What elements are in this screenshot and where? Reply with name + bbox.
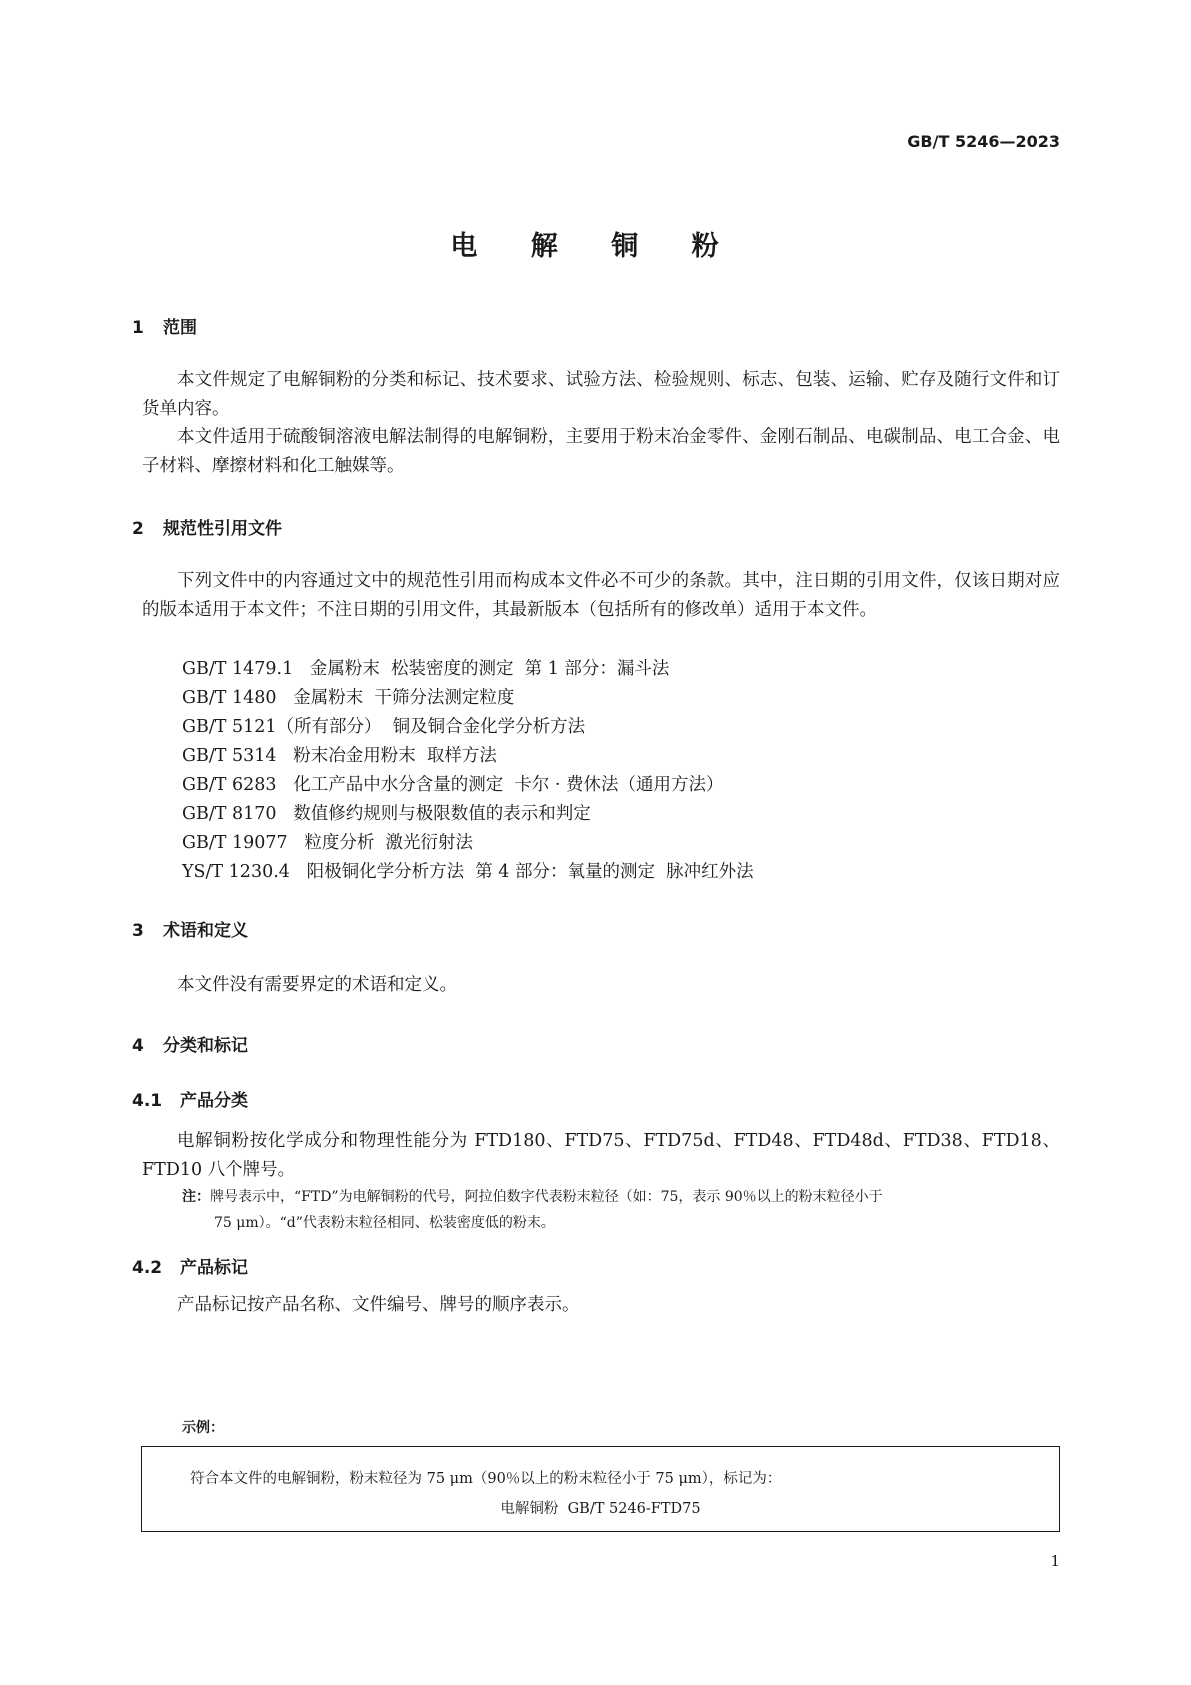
paragraph: 本文件规定了电解铜粉的分类和标记、技术要求、试验方法、检验规则、标志、包装、运输、贮存及随行文件和订货单内容。 [142, 370, 1060, 419]
paragraph: 电解铜粉按化学成分和物理性能分为 FTD180、FTD75、FTD75d、FTD48、FTD48d、FTD38、FTD18、FTD10 八个牌号。 [142, 1131, 1060, 1180]
reference-item: GB/T 8170 数值修约规则与极限数值的表示和判定 [182, 804, 591, 824]
section-4-heading [132, 1031, 248, 1056]
reference-item: GB/T 19077 粒度分析 激光衍射法 [182, 833, 473, 853]
section-title: 规范性引用文件 [163, 519, 282, 539]
example-label: 示例： [182, 1420, 224, 1436]
reference-item: GB/T 6283 化工产品中水分含量的测定 卡尔 · 费休法（通用方法） [182, 775, 724, 795]
note-text: 75 μm）。“d”代表粉末粒径相同、松装密度低的粉末。 [214, 1215, 555, 1231]
section-3-heading [132, 916, 248, 941]
reference-item: GB/T 1480 金属粉末 干筛分法测定粒度 [182, 688, 515, 708]
paragraph: 产品标记按产品名称、文件编号、牌号的顺序表示。 [177, 1295, 580, 1315]
section-number: 4.1 [132, 1091, 163, 1111]
note-text: 牌号表示中，“FTD”为电解铜粉的代号，阿拉伯数字代表粉末粒径（如：75，表示 90％以上的粉末粒径小于 [210, 1189, 883, 1205]
subsection-4-1-heading [132, 1086, 248, 1111]
paragraph: 本文件没有需要界定的术语和定义。 [177, 975, 457, 995]
subsection-4-2-heading [132, 1253, 248, 1278]
reference-item: GB/T 5121（所有部分） 铜及铜合金化学分析方法 [182, 717, 586, 737]
section-2-heading [132, 514, 282, 539]
section-number: 3 [132, 921, 144, 941]
section-number: 1 [132, 318, 144, 338]
section-title: 术语和定义 [163, 921, 248, 941]
example-marking: 电解铜粉 GB/T 5246-FTD75 [500, 1501, 701, 1517]
section-title: 范围 [163, 318, 197, 338]
section-number: 2 [132, 519, 144, 539]
section-title: 分类和标记 [163, 1036, 248, 1056]
reference-item: GB/T 1479.1 金属粉末 松装密度的测定 第 1 部分：漏斗法 [182, 659, 670, 679]
example-box [141, 1446, 1060, 1532]
note [182, 1184, 1060, 1236]
section-number: 4 [132, 1036, 144, 1056]
example-text: 符合本文件的电解铜粉，粉末粒径为 75 μm（90％以上的粉末粒径小于 75 μm），标记为： [190, 1471, 782, 1487]
document-title: 电 解 铜 粉 [450, 231, 741, 262]
section-number: 4.2 [132, 1258, 163, 1278]
section-title: 产品分类 [180, 1091, 248, 1111]
section-1-heading [132, 313, 197, 338]
paragraph: 下列文件中的内容通过文中的规范性引用而构成本文件必不可少的条款。其中，注日期的引用文件，仅该日期对应的版本适用于本文件；不注日期的引用文件，其最新版本（包括所有的修改单）适用于本文件。 [142, 571, 1060, 620]
note-label: 注： [182, 1189, 210, 1205]
reference-item: YS/T 1230.4 阳极铜化学分析方法 第 4 部分：氧量的测定 脉冲红外法 [182, 862, 754, 882]
reference-item: GB/T 5314 粉末冶金用粉末 取样方法 [182, 746, 497, 766]
paragraph: 本文件适用于硫酸铜溶液电解法制得的电解铜粉，主要用于粉末冶金零件、金刚石制品、电碳制品、电工合金、电子材料、摩擦材料和化工触媒等。 [142, 427, 1060, 476]
standard-number: GB/T 5246—2023 [907, 132, 1060, 151]
page-number: 1 [1050, 1552, 1060, 1570]
section-title: 产品标记 [180, 1258, 248, 1278]
